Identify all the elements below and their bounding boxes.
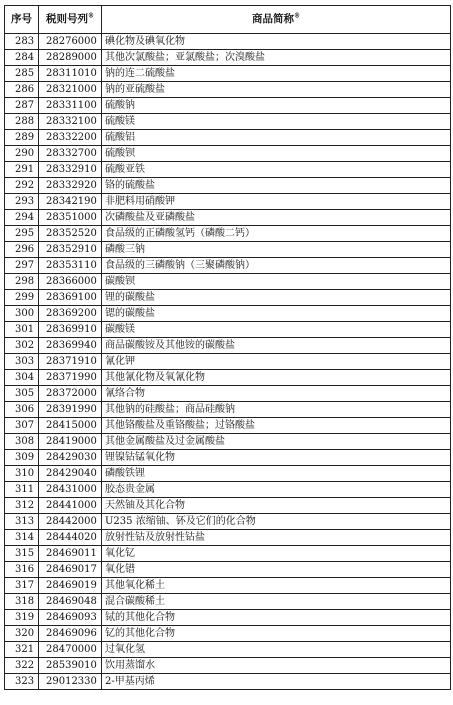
header-serial-number [5, 6, 39, 34]
serial-number-cell: 298 [5, 274, 39, 290]
tariff-code-cell: 29012330 [39, 674, 102, 690]
serial-number-cell: 323 [5, 674, 39, 690]
table-row [5, 210, 451, 226]
product-name-cell: 2-甲基丙烯 [102, 674, 451, 690]
tariff-code-cell: 28351000 [39, 210, 102, 226]
serial-number-cell: 292 [5, 178, 39, 194]
product-name-cell: 锂镍钴锰氧化物 [102, 450, 451, 466]
tariff-code-cell: 28369100 [39, 290, 102, 306]
table-row [5, 178, 451, 194]
tariff-code-cell: 28442000 [39, 514, 102, 530]
header-product-name-footnote-mark: ® [294, 12, 300, 20]
serial-number-cell: 316 [5, 562, 39, 578]
table-row [5, 338, 451, 354]
product-name-cell: 其他氰化物及氧氰化物 [102, 370, 451, 386]
tariff-code-cell: 28469011 [39, 546, 102, 562]
tariff-code-cell: 28289000 [39, 50, 102, 66]
table-row [5, 450, 451, 466]
serial-number-cell: 321 [5, 642, 39, 658]
table-row [5, 370, 451, 386]
table-row [5, 130, 451, 146]
table-row [5, 50, 451, 66]
product-name-cell: 氧化钇 [102, 546, 451, 562]
serial-number-cell: 305 [5, 386, 39, 402]
table-row [5, 354, 451, 370]
serial-number-cell: 308 [5, 434, 39, 450]
serial-number-cell: 300 [5, 306, 39, 322]
serial-number-cell: 289 [5, 130, 39, 146]
serial-number-cell: 307 [5, 418, 39, 434]
table-row [5, 274, 451, 290]
product-name-cell: 胶态贵金属 [102, 482, 451, 498]
table-row [5, 194, 451, 210]
serial-number-cell: 311 [5, 482, 39, 498]
tariff-code-cell: 28353110 [39, 258, 102, 274]
table-row [5, 162, 451, 178]
product-name-cell: 食品级的三磷酸钠（三聚磷酸钠） [102, 258, 451, 274]
table-row [5, 562, 451, 578]
serial-number-cell: 293 [5, 194, 39, 210]
product-name-cell: 氧化镨 [102, 562, 451, 578]
tariff-code-cell: 28444020 [39, 530, 102, 546]
product-name-cell: 硫酸镁 [102, 114, 451, 130]
tariff-code-cell: 28429040 [39, 466, 102, 482]
tariff-code-cell: 28369940 [39, 338, 102, 354]
serial-number-cell: 322 [5, 658, 39, 674]
tariff-code-cell: 28469096 [39, 626, 102, 642]
product-name-cell: 过氧化氢 [102, 642, 451, 658]
serial-number-cell: 313 [5, 514, 39, 530]
serial-number-cell: 315 [5, 546, 39, 562]
serial-number-cell: 317 [5, 578, 39, 594]
tariff-code-cell: 28369200 [39, 306, 102, 322]
table-row [5, 482, 451, 498]
table-row [5, 226, 451, 242]
tariff-code-cell: 28469093 [39, 610, 102, 626]
tariff-code-cell: 28332700 [39, 146, 102, 162]
serial-number-cell: 320 [5, 626, 39, 642]
tariff-code-cell: 28539010 [39, 658, 102, 674]
tariff-code-cell: 28352520 [39, 226, 102, 242]
product-name-cell: 其他金属酸盐及过金属酸盐 [102, 434, 451, 450]
tariff-code-cell: 28332100 [39, 114, 102, 130]
product-name-cell: 饮用蒸馏水 [102, 658, 451, 674]
tariff-code-cell: 28332200 [39, 130, 102, 146]
table-row [5, 594, 451, 610]
table-row [5, 610, 451, 626]
header-serial-number-label: 序号 [11, 13, 32, 25]
product-name-cell: 天然铀及其化合物 [102, 498, 451, 514]
table-header-row [5, 6, 451, 34]
table-row [5, 242, 451, 258]
table-row [5, 402, 451, 418]
table-row [5, 290, 451, 306]
serial-number-cell: 296 [5, 242, 39, 258]
table-row [5, 642, 451, 658]
product-name-cell: 钇的其他化合物 [102, 626, 451, 642]
product-name-cell: 其他氧化稀土 [102, 578, 451, 594]
product-name-cell: 其他铬酸盐及重铬酸盐；过铬酸盐 [102, 418, 451, 434]
tariff-code-cell: 28371990 [39, 370, 102, 386]
table-row [5, 626, 451, 642]
product-name-cell: 非肥料用硝酸钾 [102, 194, 451, 210]
tariff-code-cell: 28366000 [39, 274, 102, 290]
tariff-code-cell: 28331100 [39, 98, 102, 114]
serial-number-cell: 288 [5, 114, 39, 130]
tariff-code-cell: 28352910 [39, 242, 102, 258]
product-name-cell: 碳酸镁 [102, 322, 451, 338]
table-row [5, 658, 451, 674]
table-row [5, 322, 451, 338]
table-row [5, 66, 451, 82]
serial-number-cell: 284 [5, 50, 39, 66]
product-name-cell: U235 浓缩铀、钚及它们的化合物 [102, 514, 451, 530]
serial-number-cell: 299 [5, 290, 39, 306]
product-name-cell: 钠的连二硫酸盐 [102, 66, 451, 82]
product-name-cell: 硫酸钠 [102, 98, 451, 114]
product-name-cell: 氰化钾 [102, 354, 451, 370]
product-name-cell: 其他次氯酸盐；亚氯酸盐；次溴酸盐 [102, 50, 451, 66]
table-row [5, 434, 451, 450]
table-row [5, 386, 451, 402]
table-body [5, 34, 451, 690]
serial-number-cell: 295 [5, 226, 39, 242]
table-row [5, 82, 451, 98]
tariff-code-cell: 28469048 [39, 594, 102, 610]
product-name-cell: 商品碳酸铵及其他铵的碳酸盐 [102, 338, 451, 354]
tariff-code-cell: 28372000 [39, 386, 102, 402]
tariff-code-cell: 28311010 [39, 66, 102, 82]
tariff-code-cell: 28470000 [39, 642, 102, 658]
tariff-code-cell: 28419000 [39, 434, 102, 450]
product-name-cell: 硫酸铝 [102, 130, 451, 146]
tariff-code-cell: 28429030 [39, 450, 102, 466]
serial-number-cell: 283 [5, 34, 39, 50]
product-name-cell: 混合碳酸稀土 [102, 594, 451, 610]
table-row [5, 418, 451, 434]
product-name-cell: 锶的碳酸盐 [102, 306, 451, 322]
serial-number-cell: 303 [5, 354, 39, 370]
serial-number-cell: 286 [5, 82, 39, 98]
serial-number-cell: 297 [5, 258, 39, 274]
product-name-cell: 食品级的正磷酸氢钙（磷酸二钙） [102, 226, 451, 242]
header-tariff-code-footnote-mark: ® [88, 12, 94, 20]
tariff-code-cell: 28342190 [39, 194, 102, 210]
serial-number-cell: 304 [5, 370, 39, 386]
product-name-cell: 硫酸亚铁 [102, 162, 451, 178]
table-row [5, 114, 451, 130]
header-product-name [102, 6, 451, 34]
tariff-table-container [4, 5, 450, 690]
table-row [5, 546, 451, 562]
product-name-cell: 铬的硫酸盐 [102, 178, 451, 194]
serial-number-cell: 301 [5, 322, 39, 338]
table-row [5, 530, 451, 546]
serial-number-cell: 314 [5, 530, 39, 546]
tariff-code-cell: 28332910 [39, 162, 102, 178]
tariff-code-cell: 28415000 [39, 418, 102, 434]
product-name-cell: 碘化物及碘氧化物 [102, 34, 451, 50]
product-name-cell: 次磷酸盐及亚磷酸盐 [102, 210, 451, 226]
serial-number-cell: 287 [5, 98, 39, 114]
tariff-code-cell: 28441000 [39, 498, 102, 514]
table-row [5, 514, 451, 530]
tariff-code-cell: 28469017 [39, 562, 102, 578]
tariff-code-cell: 28431000 [39, 482, 102, 498]
header-tariff-code [39, 6, 102, 34]
serial-number-cell: 291 [5, 162, 39, 178]
tariff-code-cell: 28369910 [39, 322, 102, 338]
tariff-code-cell: 28391990 [39, 402, 102, 418]
table-row [5, 674, 451, 690]
product-name-cell: 磷酸铁锂 [102, 466, 451, 482]
header-tariff-code-label: 税则号列 [46, 13, 88, 25]
serial-number-cell: 290 [5, 146, 39, 162]
serial-number-cell: 318 [5, 594, 39, 610]
header-product-name-label: 商品简称 [252, 13, 294, 25]
tariff-code-cell: 28469019 [39, 578, 102, 594]
tariff-code-cell: 28332920 [39, 178, 102, 194]
product-name-cell: 碳酸钡 [102, 274, 451, 290]
product-name-cell: 硫酸钡 [102, 146, 451, 162]
serial-number-cell: 312 [5, 498, 39, 514]
table-row [5, 146, 451, 162]
table-row [5, 98, 451, 114]
product-name-cell: 铽的其他化合物 [102, 610, 451, 626]
serial-number-cell: 302 [5, 338, 39, 354]
serial-number-cell: 306 [5, 402, 39, 418]
table-row [5, 34, 451, 50]
tariff-code-cell: 28371910 [39, 354, 102, 370]
table-row [5, 258, 451, 274]
tariff-code-cell: 28321000 [39, 82, 102, 98]
product-name-cell: 放射性钴及放射性钴盐 [102, 530, 451, 546]
tariff-code-cell: 28276000 [39, 34, 102, 50]
product-name-cell: 锂的碳酸盐 [102, 290, 451, 306]
table-row [5, 578, 451, 594]
product-name-cell: 磷酸三钠 [102, 242, 451, 258]
table-row [5, 466, 451, 482]
tariff-table [4, 5, 451, 690]
table-row [5, 498, 451, 514]
serial-number-cell: 309 [5, 450, 39, 466]
serial-number-cell: 285 [5, 66, 39, 82]
product-name-cell: 氰络合物 [102, 386, 451, 402]
serial-number-cell: 294 [5, 210, 39, 226]
product-name-cell: 钠的亚硫酸盐 [102, 82, 451, 98]
product-name-cell: 其他钠的硅酸盐；商品硅酸钠 [102, 402, 451, 418]
serial-number-cell: 310 [5, 466, 39, 482]
table-row [5, 306, 451, 322]
serial-number-cell: 319 [5, 610, 39, 626]
